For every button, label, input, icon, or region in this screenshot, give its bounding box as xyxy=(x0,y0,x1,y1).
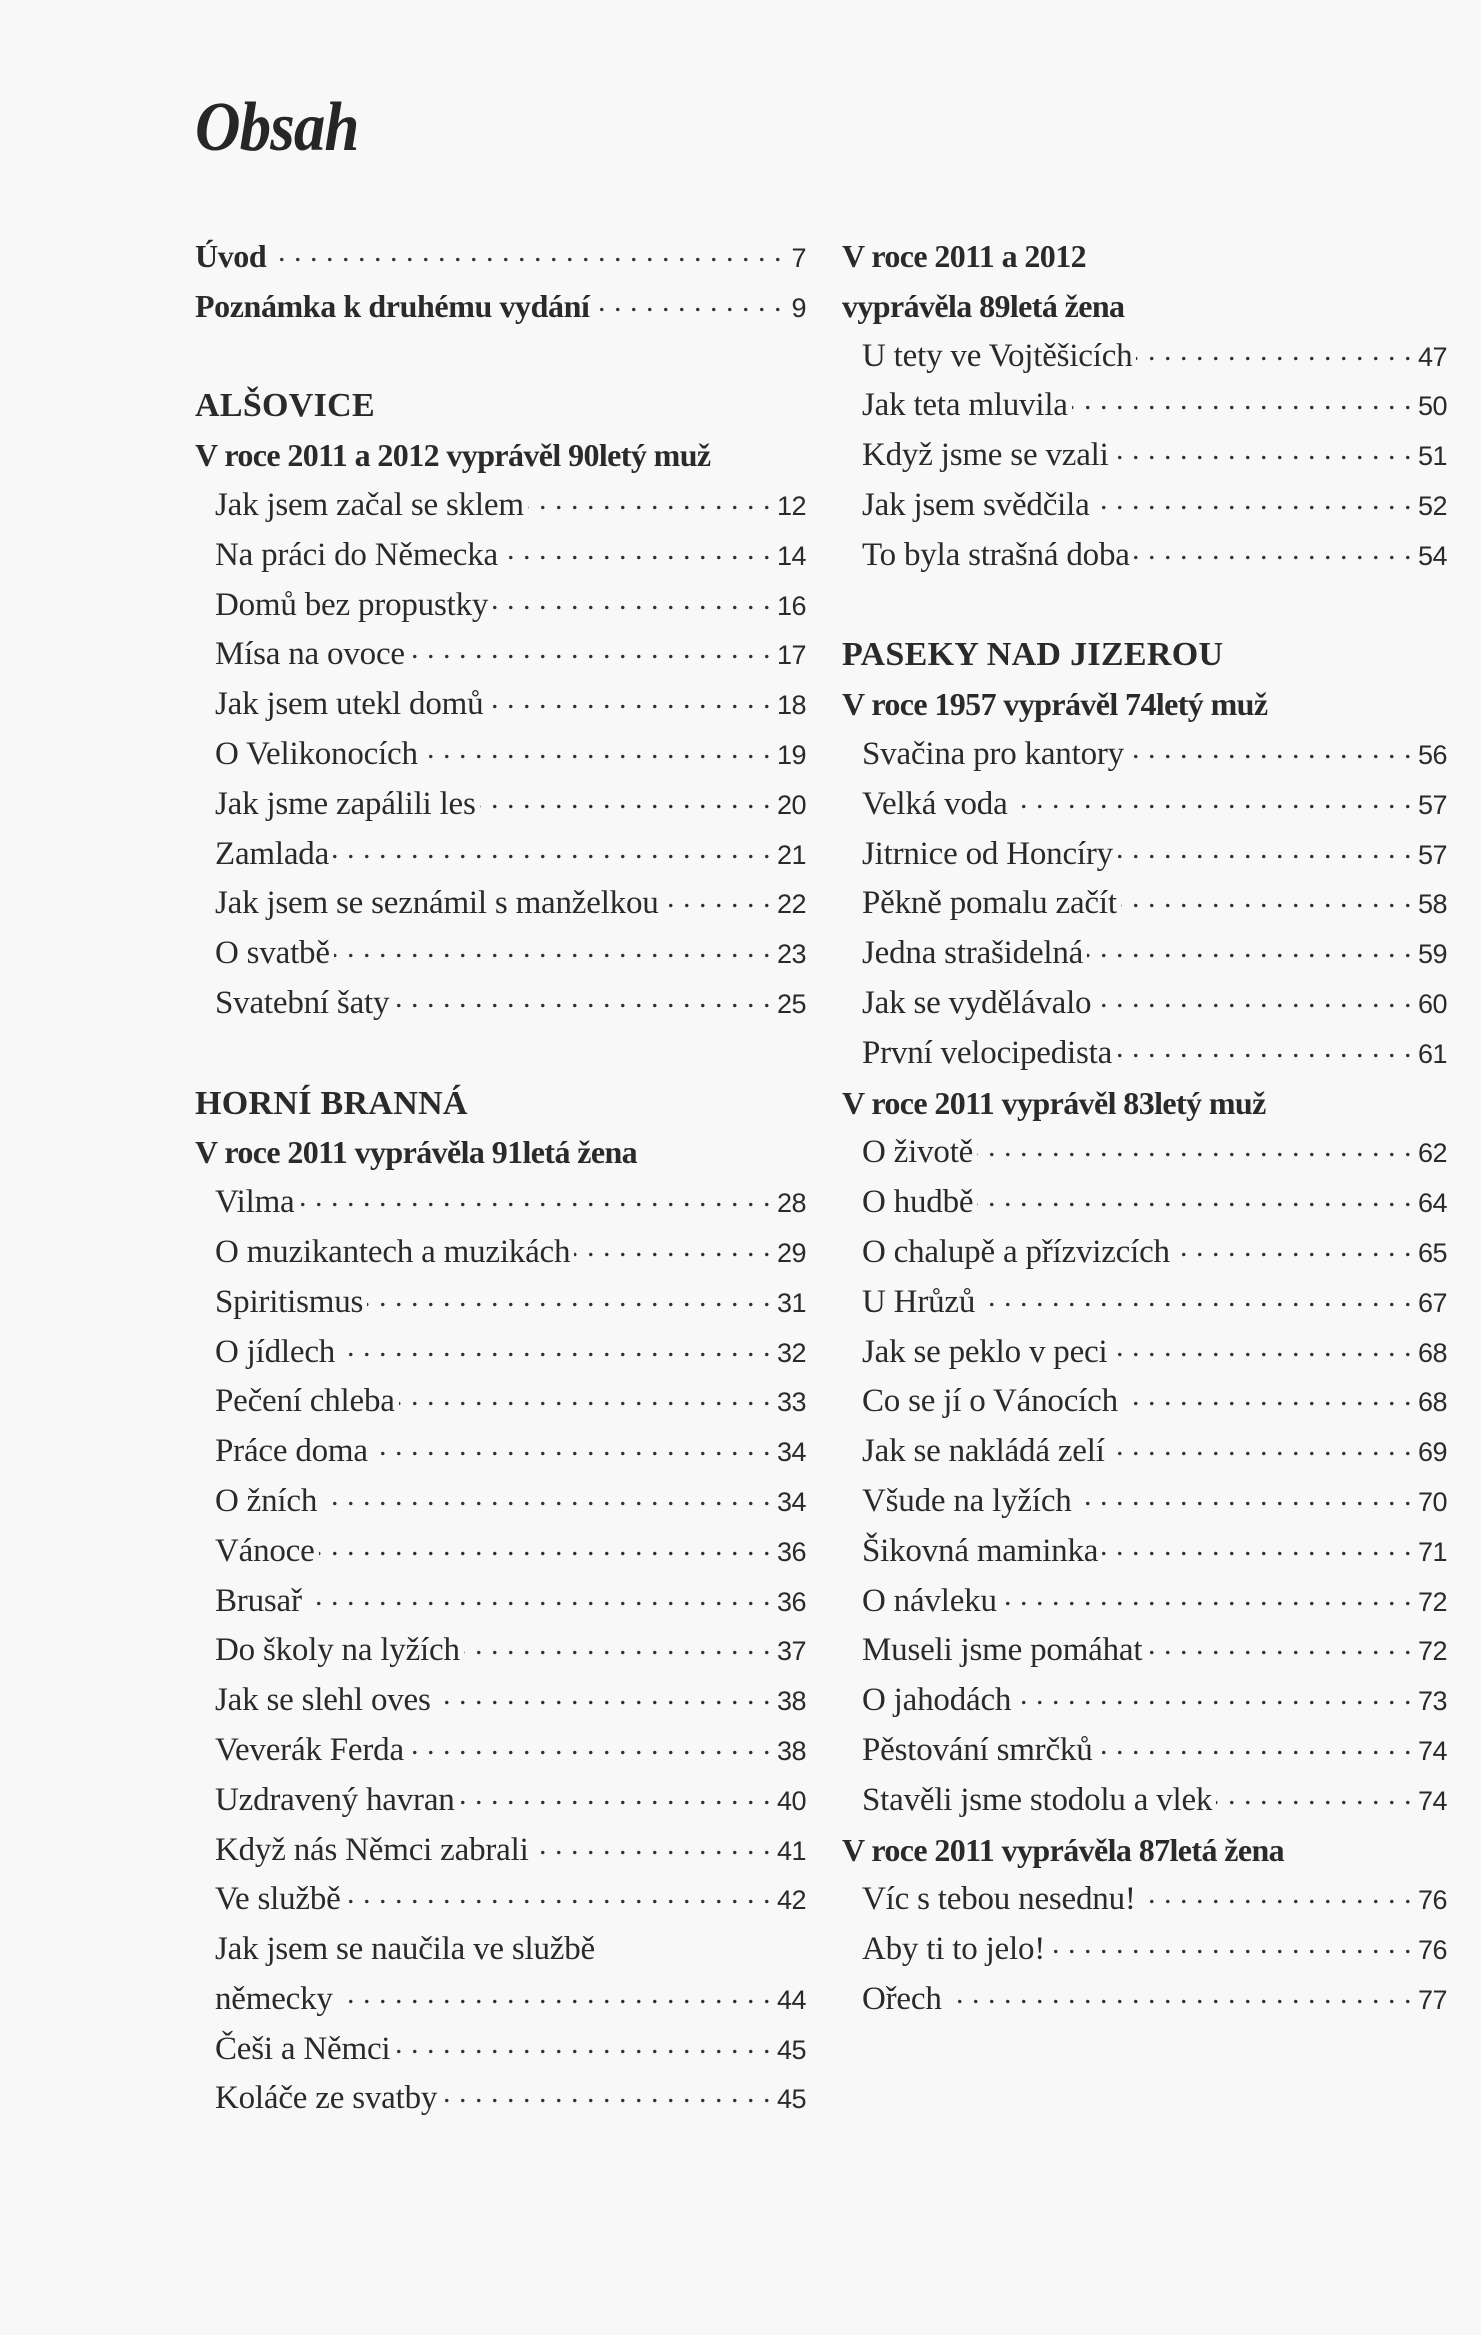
toc-page-number: 41 xyxy=(776,1835,806,1866)
toc-entry-title: Svatební šaty xyxy=(215,984,390,1021)
toc-entry-title: Jak se vydělávalo xyxy=(862,984,1092,1021)
toc-entry-title: Když jsme se vzali xyxy=(862,437,1109,474)
toc-entry-title: Ve službě xyxy=(215,1881,341,1918)
toc-entry-title: Co se jí o Vánocích xyxy=(862,1383,1118,1420)
toc-entry[interactable] xyxy=(195,979,806,1029)
toc-entry[interactable] xyxy=(195,1527,806,1577)
dot-leader xyxy=(487,681,771,714)
toc-entry[interactable] xyxy=(195,1676,806,1726)
toc-entry-title: Ořech xyxy=(862,1980,942,2017)
toc-entry-title: Jak se peklo v peci xyxy=(862,1333,1108,1370)
toc-page-number: 21 xyxy=(776,839,806,870)
dot-leader xyxy=(1116,1030,1412,1063)
toc-page-number: 64 xyxy=(1417,1188,1447,1219)
toc-entry-title: Jak se slehl oves xyxy=(215,1682,431,1719)
toc-entry-title: Domů bez propustky xyxy=(215,586,489,623)
toc-page-number: 71 xyxy=(1417,1536,1447,1567)
dot-leader xyxy=(1136,333,1412,366)
toc-page-number: 73 xyxy=(1417,1686,1447,1717)
toc-page-number: 56 xyxy=(1417,739,1447,770)
toc-entry-title: První velocipedista xyxy=(862,1034,1113,1071)
toc-entry[interactable] xyxy=(195,1328,806,1378)
toc-page-number: 16 xyxy=(776,590,806,621)
dot-leader xyxy=(334,930,771,963)
toc-page-number: 31 xyxy=(776,1287,806,1318)
dot-leader xyxy=(367,1279,771,1312)
toc-page-number: 65 xyxy=(1417,1237,1447,1268)
narrator-heading: V roce 2011 vyprávěla 91letá žena xyxy=(195,1134,638,1171)
toc-entry[interactable] xyxy=(195,879,806,929)
toc-page-number: 17 xyxy=(776,640,806,671)
dot-leader xyxy=(372,1428,771,1461)
toc-entry[interactable] xyxy=(195,680,806,730)
section-heading-paseky-nad-jizerou: PASEKY NAD JIZEROU xyxy=(842,636,1224,674)
dot-leader xyxy=(1174,1229,1412,1262)
toc-entry[interactable] xyxy=(195,830,806,880)
toc-entry-title: Poznámka k druhému vydání xyxy=(195,287,590,324)
toc-entry[interactable] xyxy=(195,1626,806,1676)
dot-leader xyxy=(1121,880,1412,913)
narrator-heading-line1: V roce 2011 a 2012 xyxy=(842,238,1086,274)
toc-entry-title: Jitrnice od Honcíry xyxy=(862,835,1113,872)
toc-entry[interactable] xyxy=(842,1228,1447,1278)
dot-leader xyxy=(1001,1578,1412,1611)
toc-entry-title-continued: německy xyxy=(215,1980,333,2017)
dot-leader xyxy=(321,1478,771,1511)
dot-leader xyxy=(1122,1378,1412,1411)
toc-page-number: 44 xyxy=(776,1984,806,2015)
dot-leader xyxy=(299,1179,771,1212)
toc-entry-title: O Velikonocích xyxy=(215,735,418,772)
toc-entry[interactable] xyxy=(842,1477,1447,1527)
toc-entry[interactable] xyxy=(195,1776,806,1826)
toc-page-number: 51 xyxy=(1417,441,1447,472)
toc-entry-poznamka[interactable] xyxy=(195,282,806,332)
toc-page-number: 36 xyxy=(776,1536,806,1567)
toc-entry-title: Vánoce xyxy=(215,1532,315,1569)
toc-entry-title: O svatbě xyxy=(215,935,330,972)
toc-entry-title: Všude na lyžích xyxy=(862,1482,1072,1519)
toc-entry[interactable] xyxy=(842,1776,1447,1826)
dot-leader xyxy=(1015,1677,1412,1710)
toc-entry-title: Pěstování smrčků xyxy=(862,1731,1093,1768)
dot-leader xyxy=(1072,382,1412,415)
toc-entry-title: Šikovná maminka xyxy=(862,1532,1099,1569)
toc-page-number: 59 xyxy=(1417,939,1447,970)
dot-leader xyxy=(946,1976,1412,2009)
dot-leader xyxy=(441,2075,771,2108)
toc-entry-title: Na práci do Německa xyxy=(215,536,498,573)
dot-leader xyxy=(1216,1777,1412,1810)
dot-leader xyxy=(977,1179,1412,1212)
dot-leader xyxy=(1049,1926,1412,1959)
toc-entry[interactable] xyxy=(195,780,806,830)
section-heading-alsovice: ALŠOVICE xyxy=(195,387,376,425)
spacer xyxy=(195,1029,806,1079)
toc-left-column xyxy=(195,232,806,2124)
toc-entry[interactable] xyxy=(842,1178,1447,1228)
narrator-heading-line2: vyprávěla 89letá žena xyxy=(842,287,1125,324)
toc-page-number: 77 xyxy=(1417,1984,1447,2015)
toc-entry-title: Jak jsem se naučila ve službě xyxy=(215,1931,595,1968)
toc-entry[interactable] xyxy=(842,879,1447,929)
dot-leader xyxy=(1076,1478,1412,1511)
toc-entry[interactable] xyxy=(842,830,1447,880)
toc-page-number: 33 xyxy=(776,1387,806,1418)
toc-entry[interactable] xyxy=(195,1477,806,1527)
toc-entry-title: Museli jsme pomáhat xyxy=(862,1632,1143,1669)
toc-entry[interactable] xyxy=(195,1726,806,1776)
toc-entry[interactable] xyxy=(842,1577,1447,1627)
toc-entry[interactable] xyxy=(842,1377,1447,1427)
toc-right-column xyxy=(842,232,1447,2025)
toc-entry-title: Pěkně pomalu začít xyxy=(862,885,1117,922)
toc-entry-title: Úvod xyxy=(195,238,267,274)
dot-leader xyxy=(1094,482,1412,515)
narrator-heading: V roce 1957 vyprávěl 74letý muž xyxy=(842,686,1268,723)
toc-entry-title: Jak teta mluvila xyxy=(862,387,1068,424)
dot-leader xyxy=(1097,1727,1412,1760)
toc-page-number: 34 xyxy=(776,1486,806,1517)
dot-leader xyxy=(480,781,771,814)
toc-page-number: 61 xyxy=(1417,1038,1447,1069)
toc-entry[interactable] xyxy=(195,1278,806,1328)
toc-entry[interactable] xyxy=(195,1377,806,1427)
narrator-heading: V roce 2011 vyprávěl 83letý muž xyxy=(842,1084,1266,1121)
toc-entry[interactable] xyxy=(842,1128,1447,1178)
dot-leader xyxy=(319,1528,771,1561)
toc-page-number: 7 xyxy=(791,243,806,273)
toc-page-number: 76 xyxy=(1417,1885,1447,1916)
dot-leader xyxy=(502,532,771,565)
toc-entry[interactable] xyxy=(195,1228,806,1278)
toc-page-number: 23 xyxy=(776,939,806,970)
dot-leader xyxy=(1128,731,1412,764)
toc-page-number: 52 xyxy=(1417,490,1447,521)
toc-page-number: 19 xyxy=(776,739,806,770)
dot-leader xyxy=(345,1876,771,1909)
toc-entry[interactable] xyxy=(842,1925,1447,1975)
toc-entry-title: Jak jsem začal se sklem xyxy=(215,486,524,523)
toc-page-number: 74 xyxy=(1417,1735,1447,1766)
toc-entry-title: Spiritismus xyxy=(215,1283,364,1320)
toc-page-number: 74 xyxy=(1417,1785,1447,1816)
toc-entry-title: Veverák Ferda xyxy=(215,1731,404,1768)
toc-page-number: 57 xyxy=(1417,839,1447,870)
toc-entry[interactable] xyxy=(842,780,1447,830)
toc-entry-title: O muzikantech a muzikách xyxy=(215,1233,571,1270)
dot-leader xyxy=(979,1279,1412,1312)
dot-leader xyxy=(399,1378,771,1411)
toc-entry[interactable] xyxy=(842,979,1447,1029)
toc-entry-title: U tety ve Vojtěšicích xyxy=(862,337,1133,374)
toc-entry[interactable] xyxy=(842,1427,1447,1477)
toc-page-number: 9 xyxy=(791,292,806,323)
narrator-heading: V roce 2011 vyprávěla 87letá žena xyxy=(842,1831,1285,1868)
dot-leader xyxy=(409,631,771,664)
toc-page-number: 18 xyxy=(776,690,806,721)
toc-entry[interactable] xyxy=(842,929,1447,979)
toc-entry-title: Brusař xyxy=(215,1582,302,1619)
toc-entry-title: O životě xyxy=(862,1134,974,1171)
toc-entry-title: Jak se nakládá zelí xyxy=(862,1433,1105,1470)
toc-entry-title: To byla strašná doba xyxy=(862,536,1130,573)
dot-leader xyxy=(408,1727,771,1760)
toc-page-number: 36 xyxy=(776,1586,806,1617)
toc-entry[interactable] xyxy=(195,1178,806,1228)
toc-entry[interactable] xyxy=(842,1726,1447,1776)
dot-leader xyxy=(306,1578,771,1611)
section-heading-horni-branna: HORNÍ BRANNÁ xyxy=(195,1084,468,1122)
toc-entry-title: Zamlada xyxy=(215,835,330,872)
dot-leader xyxy=(464,1627,771,1660)
toc-entry-title: Velká voda xyxy=(862,785,1008,822)
toc-page-number: 62 xyxy=(1417,1138,1447,1169)
toc-page-number: 47 xyxy=(1417,341,1447,372)
dot-leader xyxy=(1117,831,1412,864)
dot-leader xyxy=(492,582,771,615)
toc-entry[interactable] xyxy=(195,929,806,979)
toc-page-number: 45 xyxy=(776,2084,806,2115)
dot-leader xyxy=(333,831,771,864)
toc-page-number: 25 xyxy=(776,988,806,1019)
toc-page-number: 20 xyxy=(776,789,806,820)
dot-leader xyxy=(1111,1329,1411,1362)
toc-page-number: 69 xyxy=(1417,1437,1447,1468)
toc-page-number: 40 xyxy=(776,1785,806,1816)
toc-entry-title: Jak jsem svědčila xyxy=(862,486,1090,523)
toc-entry-title: Koláče ze svatby xyxy=(215,2080,438,2117)
toc-page-number: 58 xyxy=(1417,889,1447,920)
toc-entry[interactable] xyxy=(842,381,1447,431)
toc-page-number: 32 xyxy=(776,1337,806,1368)
toc-entry[interactable] xyxy=(842,531,1447,581)
dot-leader xyxy=(270,235,782,267)
dot-leader xyxy=(1140,1876,1412,1909)
toc-page-number: 54 xyxy=(1417,540,1447,571)
toc-entry-title: Svačina pro kantory xyxy=(862,735,1124,772)
toc-entry-title: U Hrůzů xyxy=(862,1283,976,1320)
toc-page-number: 14 xyxy=(776,540,806,571)
toc-entry[interactable] xyxy=(195,630,806,680)
toc-entry[interactable] xyxy=(195,2074,806,2124)
toc-entry[interactable] xyxy=(195,2025,806,2075)
toc-page-number: 45 xyxy=(776,2034,806,2065)
dot-leader xyxy=(339,1329,771,1362)
toc-entry[interactable] xyxy=(195,581,806,631)
toc-entry-title: O jídlech xyxy=(215,1333,336,1370)
toc-entry[interactable] xyxy=(195,531,806,581)
toc-entry-title: Stavěli jsme stodolu a vlek xyxy=(862,1781,1213,1818)
toc-page-number: 57 xyxy=(1417,789,1447,820)
toc-entry-title: Jak jsem se seznámil s manželkou xyxy=(215,885,659,922)
toc-page-number: 12 xyxy=(776,490,806,521)
toc-entry-title: Jedna strašidelná xyxy=(862,935,1084,972)
dot-leader xyxy=(435,1677,771,1710)
dot-leader xyxy=(422,731,771,764)
toc-entry[interactable] xyxy=(842,1328,1447,1378)
dot-leader xyxy=(533,1827,771,1860)
toc-entry-title: Uzdravený havran xyxy=(215,1781,455,1818)
toc-entry-title: Do školy na lyžích xyxy=(215,1632,460,1669)
dot-leader xyxy=(1109,1428,1412,1461)
toc-entry[interactable] xyxy=(842,481,1447,531)
dot-leader xyxy=(394,2026,771,2059)
toc-entry-title: O žních xyxy=(215,1482,318,1519)
dot-leader xyxy=(977,1129,1412,1162)
toc-entry-title: O chalupě a přízvizcích xyxy=(862,1233,1170,1270)
dot-leader xyxy=(1113,432,1412,465)
toc-page-number: 72 xyxy=(1417,1586,1447,1617)
toc-entry-title: Jak jsem utekl domů xyxy=(215,686,484,723)
toc-entry[interactable] xyxy=(842,1278,1447,1328)
toc-entry[interactable] xyxy=(195,481,806,531)
toc-entry[interactable] xyxy=(195,1427,806,1477)
toc-page-number: 29 xyxy=(776,1237,806,1268)
toc-entry[interactable] xyxy=(195,1875,806,1925)
toc-entry[interactable] xyxy=(842,1676,1447,1726)
dot-leader xyxy=(393,980,771,1013)
toc-entry[interactable] xyxy=(842,431,1447,481)
toc-page-number: 22 xyxy=(776,889,806,920)
toc-page-number: 37 xyxy=(776,1636,806,1667)
toc-entry-wrapped-second-line[interactable] xyxy=(195,1975,806,2025)
narrator-heading: V roce 2011 a 2012 vyprávěl 90letý muž xyxy=(195,437,711,474)
spacer xyxy=(195,332,806,382)
dot-leader xyxy=(574,1229,771,1262)
dot-leader xyxy=(1087,930,1412,963)
page-title: Obsah xyxy=(195,89,359,166)
toc-entry-title: Vilma xyxy=(215,1184,295,1221)
toc-entry-wrapped-first-line[interactable] xyxy=(195,1925,806,1975)
toc-entry[interactable] xyxy=(842,1527,1447,1577)
toc-entry-title: O jahodách xyxy=(862,1682,1012,1719)
dot-leader xyxy=(594,285,782,317)
dot-leader xyxy=(1012,781,1412,814)
toc-entry-title: Práce doma xyxy=(215,1433,368,1470)
toc-page-number: 28 xyxy=(776,1188,806,1219)
dot-leader xyxy=(1146,1627,1412,1660)
dot-leader xyxy=(337,1976,771,2009)
toc-entry[interactable] xyxy=(842,730,1447,780)
toc-entry[interactable] xyxy=(842,1029,1447,1079)
toc-page-number: 68 xyxy=(1417,1387,1447,1418)
toc-page-number: 50 xyxy=(1417,391,1447,422)
toc-entry[interactable] xyxy=(842,1875,1447,1925)
toc-entry-title: Když nás Němci zabrali xyxy=(215,1831,529,1868)
toc-page-number: 70 xyxy=(1417,1486,1447,1517)
toc-entry-title: Češi a Němci xyxy=(215,2030,391,2067)
toc-page-number: 72 xyxy=(1417,1636,1447,1667)
toc-entry-title: Aby ti to jelo! xyxy=(862,1931,1046,1968)
dot-leader xyxy=(528,482,771,515)
toc-entry-uvod[interactable] xyxy=(195,232,806,282)
spacer xyxy=(842,581,1447,631)
toc-entry-title: O návleku xyxy=(862,1582,997,1619)
toc-page-number: 42 xyxy=(776,1885,806,1916)
dot-leader xyxy=(1134,532,1412,565)
toc-page-number: 68 xyxy=(1417,1337,1447,1368)
dot-leader xyxy=(459,1777,771,1810)
toc-entry[interactable] xyxy=(195,730,806,780)
toc-entry[interactable] xyxy=(842,1975,1447,2025)
dot-leader xyxy=(663,880,771,913)
toc-entry[interactable] xyxy=(842,332,1447,382)
toc-entry-title: Pečení chleba xyxy=(215,1383,395,1420)
toc-page-number: 67 xyxy=(1417,1287,1447,1318)
dot-leader xyxy=(1095,980,1412,1013)
toc-entry-title: Mísa na ovoce xyxy=(215,636,405,673)
toc-page-number: 60 xyxy=(1417,988,1447,1019)
toc-page-number: 76 xyxy=(1417,1935,1447,1966)
toc-page-number: 38 xyxy=(776,1686,806,1717)
toc-page-number: 38 xyxy=(776,1735,806,1766)
toc-entry[interactable] xyxy=(195,1826,806,1876)
toc-entry-title: O hudbě xyxy=(862,1184,974,1221)
dot-leader xyxy=(1102,1528,1412,1561)
toc-page-number: 34 xyxy=(776,1437,806,1468)
toc-entry[interactable] xyxy=(195,1577,806,1627)
toc-entry-title: Jak jsme zapálili les xyxy=(215,785,476,822)
toc-entry[interactable] xyxy=(842,1626,1447,1676)
toc-entry-title: Víc s tebou nesednu! xyxy=(862,1881,1136,1918)
